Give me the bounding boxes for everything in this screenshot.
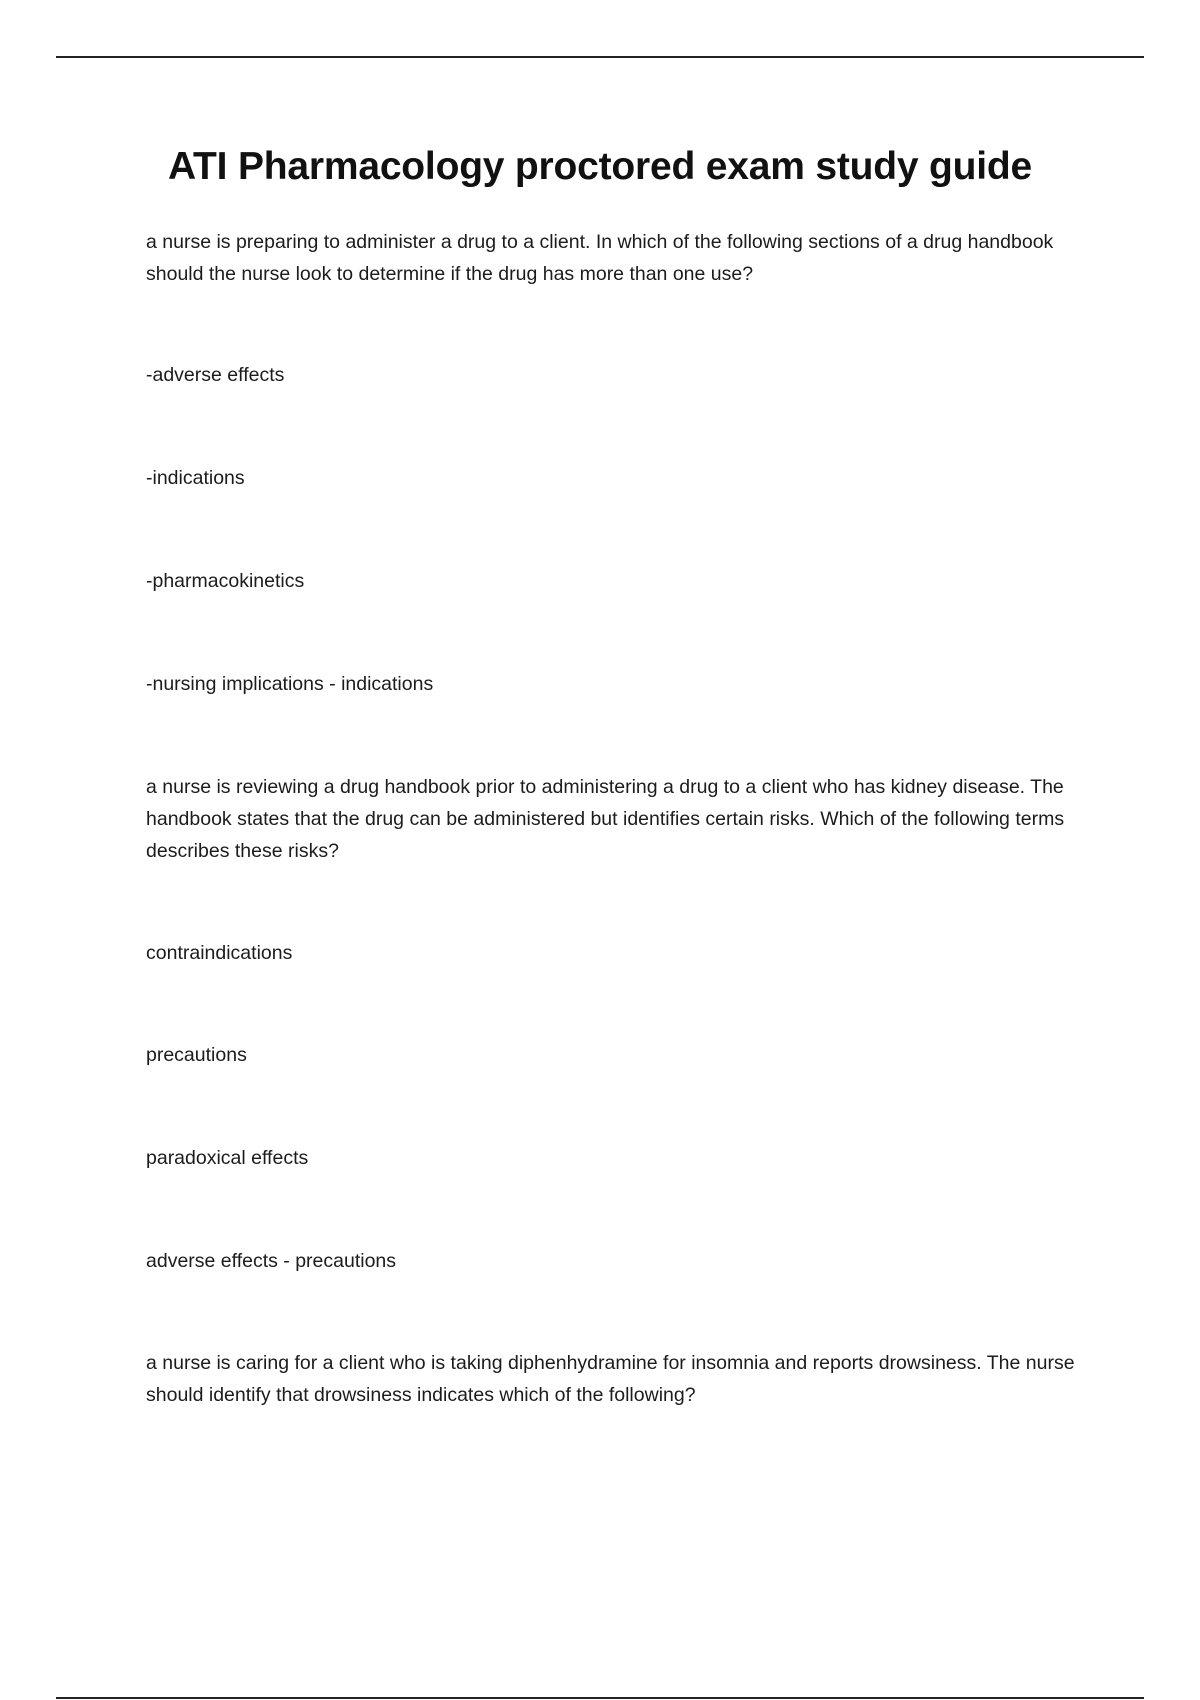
question-1-option-1: -adverse effects [146, 364, 285, 386]
footer-rule [56, 1697, 1144, 1699]
question-1-text: a nurse is preparing to administer a drug to a client. In which of the following sections of a drug handbook should the nurse look to determine if the drug has more than one use? [146, 231, 1054, 285]
question-2-option-4: adverse effects - precautions [146, 1250, 397, 1272]
header-rule [56, 56, 1144, 58]
question-2-option-1: contraindications [146, 942, 293, 964]
question-1-option-4: -nursing implications - indications [146, 673, 434, 695]
document-title: ATI Pharmacology proctored exam study guide [167, 145, 1033, 188]
question-2-option-2: precautions [146, 1044, 247, 1066]
question-2-option-3: paradoxical effects [146, 1147, 309, 1169]
question-3-text: a nurse is caring for a client who is taking diphenhydramine for insomnia and reports drowsiness. The nurse should identify that drowsiness indicates which of the following? [146, 1352, 1075, 1406]
question-2-text: a nurse is reviewing a drug handbook prior to administering a drug to a client who has kidney disease. The handbook states that the drug can be administered but identifies certain risks. Which of the following terms describes these risks? [146, 776, 1065, 862]
question-1-option-3: -pharmacokinetics [146, 570, 305, 592]
question-1-option-2: -indications [146, 467, 245, 489]
